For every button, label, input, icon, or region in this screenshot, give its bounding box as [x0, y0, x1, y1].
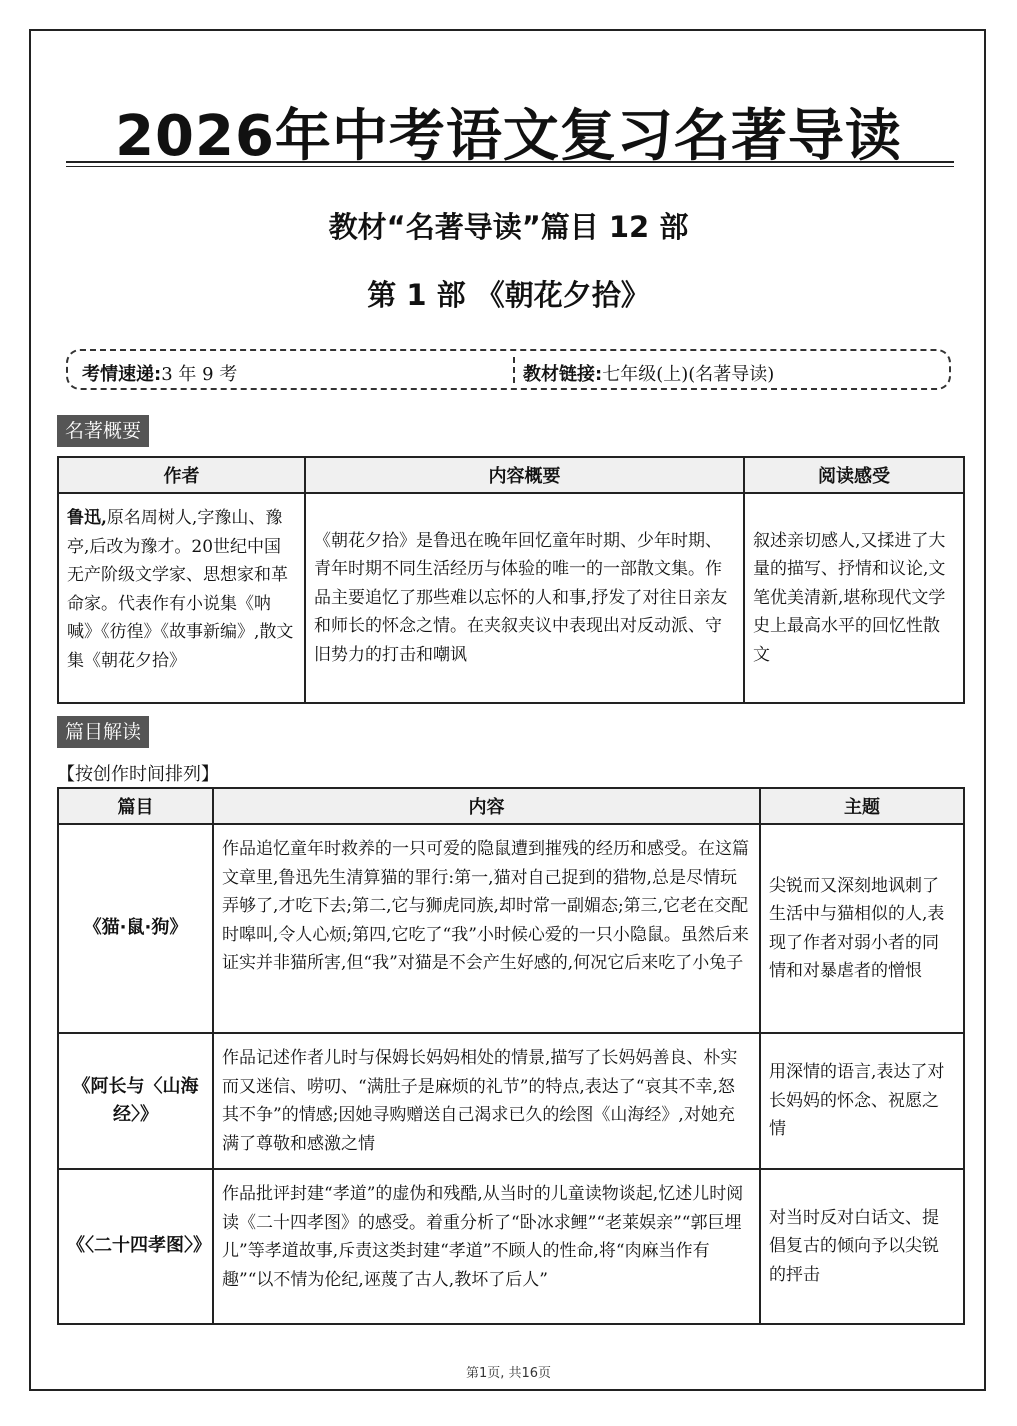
header-title: 篇目 — [58, 788, 213, 824]
subtitle: 教材“名著导读”篇目 12 部 — [328, 210, 689, 244]
exam-info — [82, 360, 237, 386]
section-tag-chapters: 篇目解读 — [57, 716, 149, 748]
order-note: 【按创作时间排列】 — [57, 764, 219, 785]
chapter-title: 《〈二十四孝图〉》 — [58, 1169, 213, 1324]
chapter-title: 《猫·鼠·狗》 — [58, 824, 213, 1033]
info-box — [66, 349, 951, 390]
chapter-theme: 用深情的语言,表达了对长妈妈的怀念、祝愿之情 — [760, 1033, 964, 1169]
main-title: 2026年中考语文复习名著导读 — [115, 104, 902, 169]
chapter-content: 作品记述作者儿时与保姆长妈妈相处的情景,描写了长妈妈善良、朴实而又迷信、唠叨、“满肚子是麻烦的礼节”的特点,表达了“哀其不幸,怒其不争”的情感;因她寻购赠送自己渴求已久的绘图《山海经》,对她充满了尊敬和感激之情 — [213, 1033, 760, 1169]
summary-cell: 《朝花夕拾》是鲁迅在晚年回忆童年时期、少年时期、青年时期不同生活经历与体验的唯一的一部散文集。作品主要追忆了那些难以忘怀的人和事,抒发了对往日亲友和师长的怀念之情。在夹叙夹议中表现出对反动派、守旧势力的打击和嘲讽 — [305, 493, 744, 703]
chapter-content: 作品追忆童年时救养的一只可爱的隐鼠遭到摧残的经历和感受。在这篇文章里,鲁迅先生清算猫的罪行:第一,猫对自己捉到的猎物,总是尽情玩弄够了,才吃下去;第二,它与狮虎同族,却时常一副媚态;第三,它老在交配时嗥叫,令人心烦;第四,它吃了“我”小时候心爱的一只小隐鼠。虽然后来证实并非猫所害,但“我”对猫是不会产生好感的,何况它后来吃了小兔子 — [213, 824, 760, 1033]
chapter-theme: 尖锐而又深刻地讽刺了生活中与猫相似的人,表现了作者对弱小者的同情和对暴虐者的憎恨 — [760, 824, 964, 1033]
chapter-title: 《阿长与〈山海经〉》 — [58, 1033, 213, 1169]
author-cell — [58, 493, 305, 703]
table-row — [58, 824, 964, 1033]
textbook-info — [523, 360, 774, 386]
chapter-theme: 对当时反对白话文、提倡复古的倾向予以尖锐的抨击 — [760, 1169, 964, 1324]
overview-table — [57, 456, 965, 704]
author-text: 原名周树人,字豫山、豫亭,后改为豫才。20世纪中国无产阶级文学家、思想家和革命家。代表作有小说集《呐喊》《彷徨》《故事新编》,散文集《朝花夕拾》 — [67, 508, 294, 671]
header-summary: 内容概要 — [305, 457, 744, 493]
page-footer: 第1页, 共16页 — [465, 1366, 552, 1381]
table-row — [58, 1169, 964, 1324]
title-rule-thin — [66, 166, 954, 167]
author-name: 鲁迅, — [67, 508, 107, 528]
section-tag-overview: 名著概要 — [57, 415, 149, 447]
textbook-label: 教材链接: — [523, 364, 603, 385]
overview-header-row — [58, 457, 964, 493]
exam-value: 3 年 9 考 — [161, 364, 238, 385]
feeling-cell: 叙述亲切感人,又揉进了大量的描写、抒情和议论,文笔优美清新,堪称现代文学史上最高水平的回忆性散文 — [744, 493, 964, 703]
part-title: 第 1 部 《朝花夕拾》 — [367, 278, 650, 312]
header-author: 作者 — [58, 457, 305, 493]
header-theme: 主题 — [760, 788, 964, 824]
chapter-content: 作品批评封建“孝道”的虚伪和残酷,从当时的儿童读物谈起,忆述儿时阅读《二十四孝图》的感受。着重分析了“卧冰求鲤”“老莱娱亲”“郭巨埋儿”等孝道故事,斥责这类封建“孝道”不顾人的性命,将“肉麻当作有趣”“以不情为伦纪,诬蔑了古人,教坏了后人” — [213, 1169, 760, 1324]
textbook-value: 七年级(上)(名著导读) — [602, 364, 775, 385]
chapters-header-row — [58, 788, 964, 824]
table-row — [58, 1033, 964, 1169]
overview-row — [58, 493, 964, 703]
chapters-table — [57, 787, 965, 1325]
header-feeling: 阅读感受 — [744, 457, 964, 493]
exam-label: 考情速递: — [82, 364, 162, 385]
header-content: 内容 — [213, 788, 760, 824]
info-divider — [513, 357, 515, 383]
title-rule — [66, 161, 954, 163]
